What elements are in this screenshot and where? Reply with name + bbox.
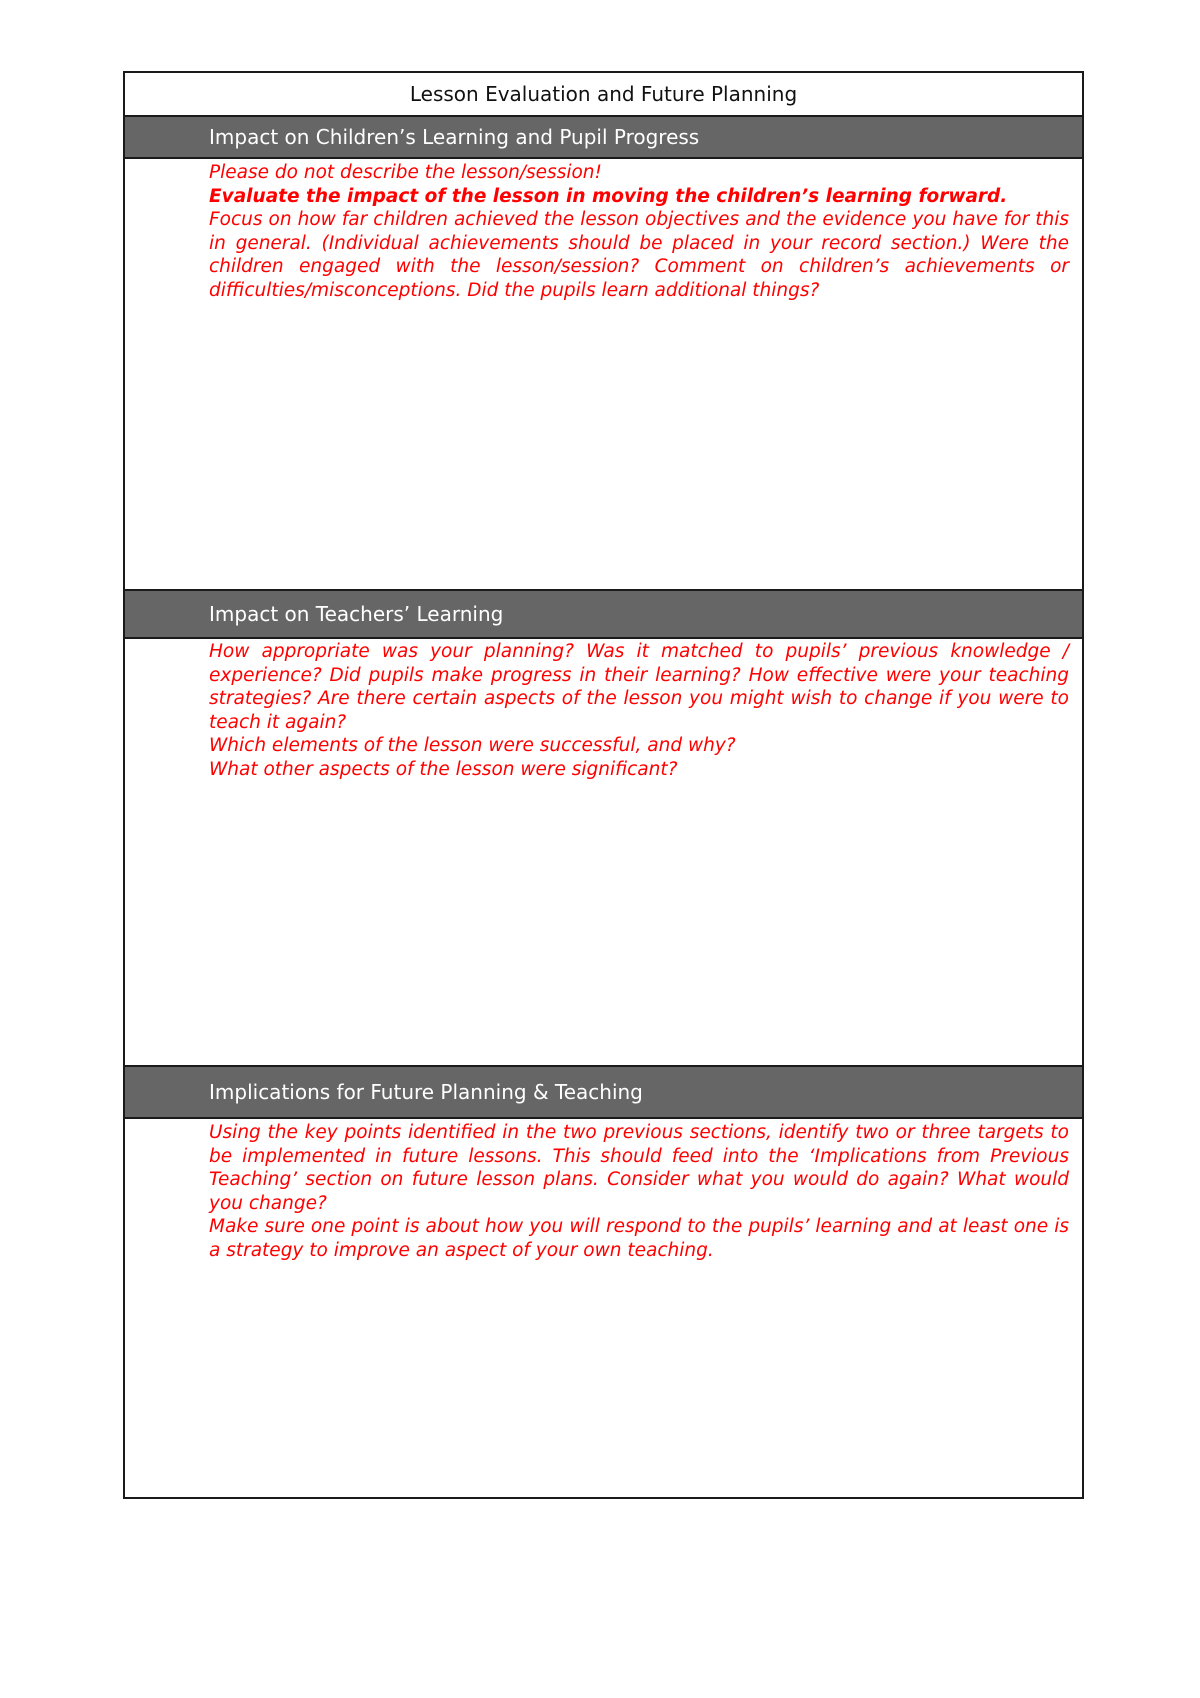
form-title: Lesson Evaluation and Future Planning <box>125 73 1082 117</box>
section-header-future-planning: Implications for Future Planning & Teaching <box>125 1065 1082 1119</box>
guidance-text: Make sure one point is about how you will respond to the pupils’ learning and at least one is a strategy to improve an aspect of your own teaching. <box>209 1216 1069 1261</box>
lesson-evaluation-form <box>123 71 1084 1499</box>
section-header-teachers-learning: Impact on Teachers’ Learning <box>125 589 1082 639</box>
guidance-text: Which elements of the lesson were successful, and why? <box>209 735 736 756</box>
guidance-text: Focus on how far children achieved the lesson objectives and the evidence you have for this in general. (Individual achievements should be placed in your record section.) Were the children engaged with the lesson/session? Comment on children’s achievements or difficulties/misconceptions. Did the pupils learn additional things? <box>209 209 1069 301</box>
section-body-future-planning[interactable] <box>125 1119 1082 1497</box>
guidance-text: Using the key points identified in the two previous sections, identify two or three targets to be implemented in future lessons. This should feed into the ‘Implications from Previous Teaching’ section on future lesson plans. Consider what you would do again? What would you change? <box>209 1122 1069 1214</box>
section-body-children-learning[interactable] <box>125 161 1082 661</box>
section-body-teachers-learning[interactable] <box>125 639 1082 1059</box>
guidance-text: How appropriate was your planning? Was it matched to pupils’ previous knowledge / experience? Did pupils make progress in their learning? How effective were your teaching strategies? Are there certain aspects of the lesson you might wish to change if you were to teach it again? <box>209 641 1069 733</box>
guidance-text: Please do not describe the lesson/session! <box>209 162 602 183</box>
section-header-children-learning: Impact on Children’s Learning and Pupil Progress <box>125 115 1082 159</box>
guidance-text-emphasis: Evaluate the impact of the lesson in moving the children’s learning forward. <box>209 185 1008 207</box>
guidance-text: What other aspects of the lesson were significant? <box>209 758 678 780</box>
